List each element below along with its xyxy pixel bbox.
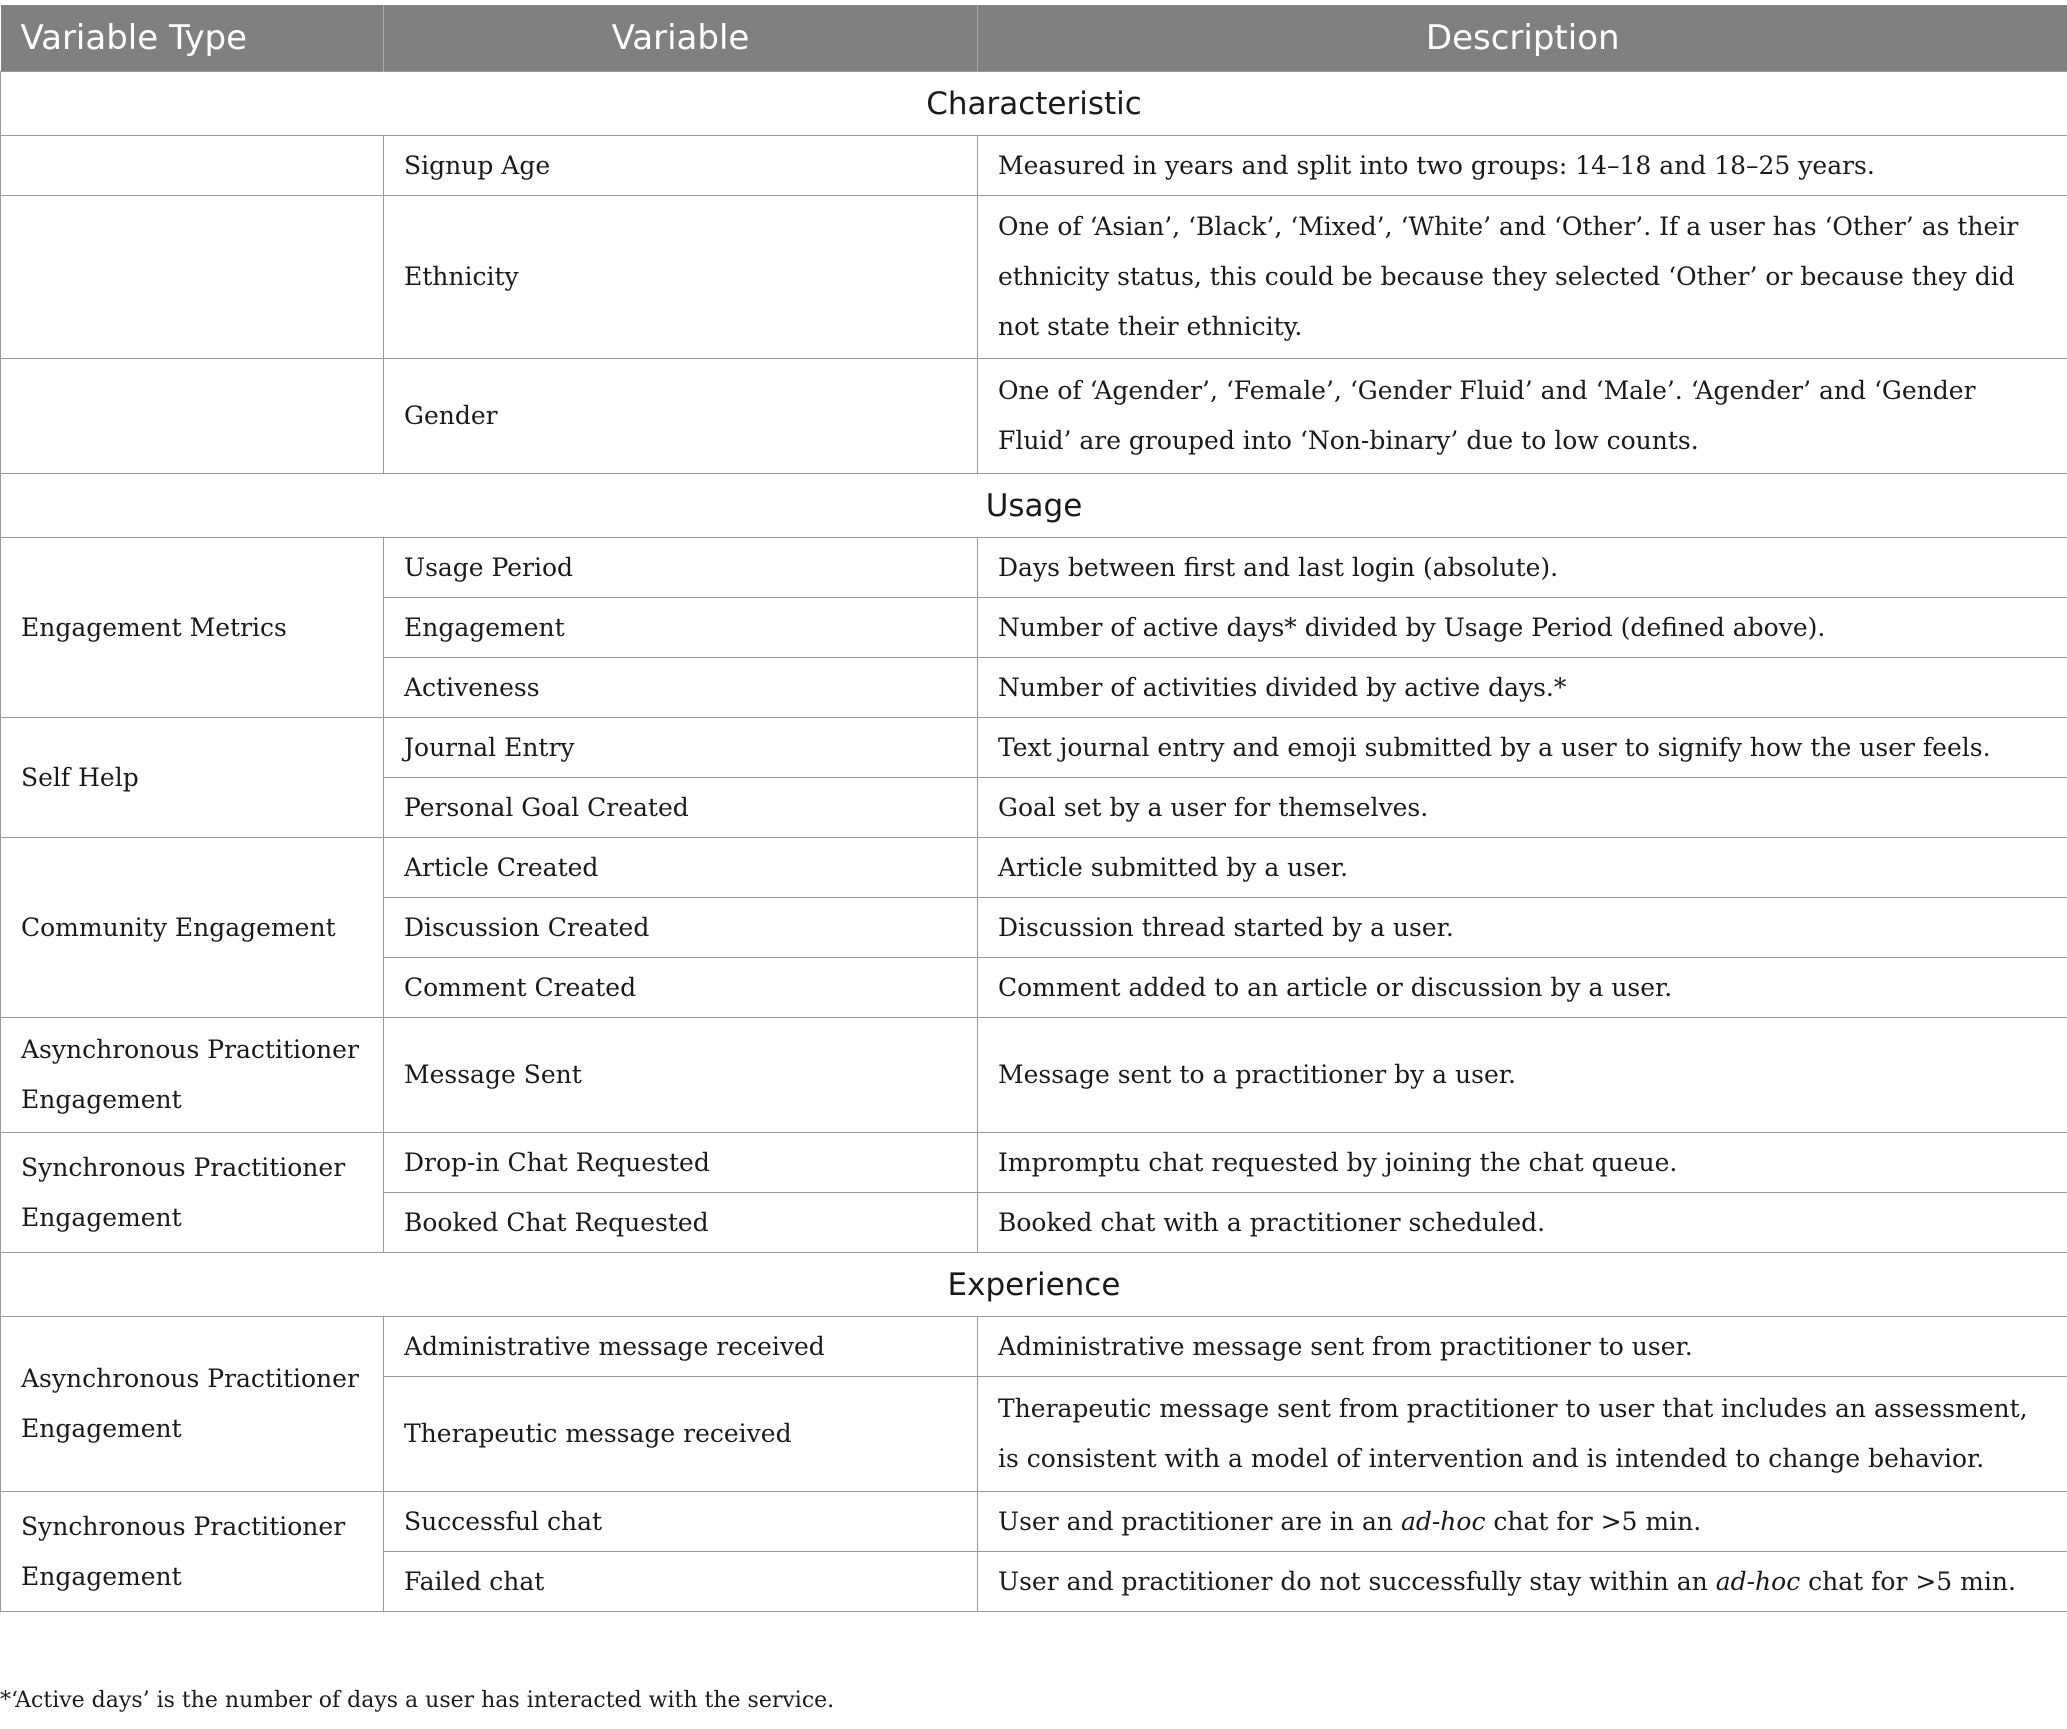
header-row bbox=[1, 5, 2067, 72]
table-row bbox=[1, 718, 2067, 778]
description-cell: Days between first and last login (absolute). bbox=[978, 538, 2067, 598]
variable-cell: Message Sent bbox=[384, 1018, 978, 1133]
variable-cell: Administrative message received bbox=[384, 1317, 978, 1377]
description-text: User and practitioner do not successfully stay within an bbox=[998, 1566, 1716, 1596]
description-cell: One of ‘Agender’, ‘Female’, ‘Gender Fluid’ and ‘Male’. ‘Agender’ and ‘Gender Fluid’ are grouped into ‘Non-binary’ due to low counts. bbox=[978, 359, 2067, 474]
description-cell bbox=[978, 1492, 2067, 1552]
variable-type-cell: Self Help bbox=[1, 718, 384, 838]
section-row-experience bbox=[1, 1253, 2067, 1317]
variable-cell: Successful chat bbox=[384, 1492, 978, 1552]
description-text: chat for >5 min. bbox=[1800, 1566, 2016, 1596]
table-row bbox=[1, 538, 2067, 598]
table-row bbox=[1, 1133, 2067, 1193]
variable-cell: Signup Age bbox=[384, 136, 978, 196]
table-row bbox=[1, 136, 2067, 196]
description-cell: Article submitted by a user. bbox=[978, 838, 2067, 898]
table-row bbox=[1, 196, 2067, 359]
variables-table bbox=[0, 5, 2067, 1612]
description-italic: ad-hoc bbox=[1715, 1566, 1801, 1596]
table-row bbox=[1, 359, 2067, 474]
section-title: Usage bbox=[1, 474, 2067, 538]
section-title: Characteristic bbox=[1, 72, 2067, 136]
table-footnote: *‘Active days’ is the number of days a user has interacted with the service. bbox=[0, 1688, 835, 1713]
section-row-usage bbox=[1, 474, 2067, 538]
description-cell: Impromptu chat requested by joining the chat queue. bbox=[978, 1133, 2067, 1193]
variable-cell: Journal Entry bbox=[384, 718, 978, 778]
header-variable: Variable bbox=[384, 5, 978, 72]
description-cell: Message sent to a practitioner by a user. bbox=[978, 1018, 2067, 1133]
description-text: User and practitioner are in an bbox=[998, 1506, 1401, 1536]
variable-cell: Gender bbox=[384, 359, 978, 474]
description-cell: Comment added to an article or discussion by a user. bbox=[978, 958, 2067, 1018]
variable-cell: Article Created bbox=[384, 838, 978, 898]
variable-cell: Engagement bbox=[384, 598, 978, 658]
description-cell: Therapeutic message sent from practitioner to user that includes an assessment, is consistent with a model of intervention and is intended to change behavior. bbox=[978, 1377, 2067, 1492]
variable-type-cell: Synchronous Practitioner Engagement bbox=[1, 1492, 384, 1612]
variable-cell: Personal Goal Created bbox=[384, 778, 978, 838]
description-cell: One of ‘Asian’, ‘Black’, ‘Mixed’, ‘White’ and ‘Other’. If a user has ‘Other’ as their ethnicity status, this could be because they selected ‘Other’ or because they did not state their ethnicity. bbox=[978, 196, 2067, 359]
table-row bbox=[1, 1492, 2067, 1552]
description-cell: Number of active days* divided by Usage Period (defined above). bbox=[978, 598, 2067, 658]
description-cell: Measured in years and split into two groups: 14–18 and 18–25 years. bbox=[978, 136, 2067, 196]
variable-type-cell bbox=[1, 359, 384, 474]
variable-type-cell: Engagement Metrics bbox=[1, 538, 384, 718]
table-row bbox=[1, 1018, 2067, 1133]
variable-type-cell: Synchronous Practitioner Engagement bbox=[1, 1133, 384, 1253]
variable-type-cell bbox=[1, 196, 384, 359]
header-description: Description bbox=[978, 5, 2067, 72]
description-cell: Discussion thread started by a user. bbox=[978, 898, 2067, 958]
description-cell bbox=[978, 1552, 2067, 1612]
description-cell: Text journal entry and emoji submitted by a user to signify how the user feels. bbox=[978, 718, 2067, 778]
description-italic: ad-hoc bbox=[1400, 1506, 1486, 1536]
description-cell: Goal set by a user for themselves. bbox=[978, 778, 2067, 838]
variable-cell: Usage Period bbox=[384, 538, 978, 598]
variable-cell: Therapeutic message received bbox=[384, 1377, 978, 1492]
variable-cell: Booked Chat Requested bbox=[384, 1193, 978, 1253]
description-cell: Administrative message sent from practitioner to user. bbox=[978, 1317, 2067, 1377]
table-row bbox=[1, 838, 2067, 898]
variable-type-cell bbox=[1, 136, 384, 196]
table-row bbox=[1, 1317, 2067, 1377]
header-variable-type: Variable Type bbox=[1, 5, 384, 72]
variable-cell: Drop-in Chat Requested bbox=[384, 1133, 978, 1193]
section-row-characteristic bbox=[1, 72, 2067, 136]
section-title: Experience bbox=[1, 1253, 2067, 1317]
variable-type-cell: Asynchronous Practitioner Engagement bbox=[1, 1018, 384, 1133]
description-cell: Number of activities divided by active days.* bbox=[978, 658, 2067, 718]
variable-type-cell: Community Engagement bbox=[1, 838, 384, 1018]
variable-cell: Activeness bbox=[384, 658, 978, 718]
description-cell: Booked chat with a practitioner scheduled. bbox=[978, 1193, 2067, 1253]
variable-cell: Discussion Created bbox=[384, 898, 978, 958]
description-text: chat for >5 min. bbox=[1485, 1506, 1702, 1536]
variable-cell: Ethnicity bbox=[384, 196, 978, 359]
variable-type-cell: Asynchronous Practitioner Engagement bbox=[1, 1317, 384, 1492]
variable-cell: Comment Created bbox=[384, 958, 978, 1018]
variable-cell: Failed chat bbox=[384, 1552, 978, 1612]
